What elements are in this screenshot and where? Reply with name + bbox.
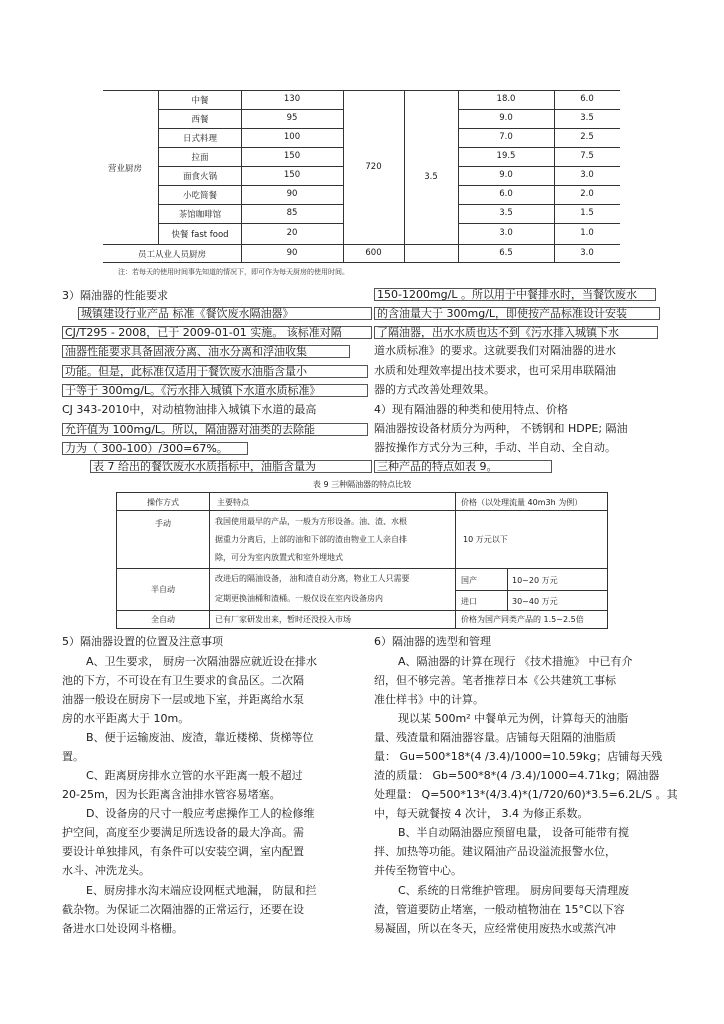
table9-manual-feature: 我国使用最早的产品，一般为方形设备。油、渣、水根 [215,517,407,526]
paragraph-line: CJ 343-2010中，对动植物油排入城镇下水道的最高 [62,403,317,416]
section-5-heading: 5）隔油器设置的位置及注意事项 [62,635,223,648]
table9-full-price: 价格为国产同类产品的 1.5~2.5倍 [461,615,584,624]
paragraph-line: 三种产品的特点如表 9。 [374,460,552,473]
paragraph-line: E、厨房排水沟末端应设网框式地漏， 防鼠和拦 [86,884,317,897]
table8-row-v4: 7.0 [499,132,513,142]
table8-row-v1: 100 [283,132,301,142]
paragraph-line: 允许值为 100mg/L。所以，隔油器对油类的去除能 [62,423,368,436]
table9-full-mode: 全自动 [151,615,175,624]
paragraph-line: 了隔油器，出水水质也达不到《污水排入城镇下水 [374,326,658,339]
table9-manual-price: 10 万元以下 [463,535,508,544]
table8-shared-v2: 720 [365,162,382,172]
paragraph-line: 处理量： Q=500*13*(4/3.4)*(1/720/60)*3.5=6.2L/S 。其 [374,788,678,801]
paragraph-line: 渣的质量： Gb=500*8*(4 /3.4)/1000=4.71kg；隔油器 [374,769,660,782]
paragraph-line: 力为（ 300-100）/300=67%。 [62,442,248,455]
table8-row-name: 茶馆咖啡馆 [178,210,222,220]
paragraph-line: 绍，但不够完善。笔者推荐日本《公共建筑工事标 [374,674,616,687]
paragraph-line: 表 7 给出的餐饮废水水质指标中，油脂含量为 [90,460,372,473]
table9-header-price: 价格（以处理流量 40m3h 为例） [461,498,583,507]
table8-row-v4: 3.5 [499,208,513,218]
table8-row-name: 拉面 [191,153,209,163]
table9-manual-feature: 除，可分为室内放置式和室外埋地式 [215,553,343,562]
table8-row-v4: 6.0 [499,189,513,199]
section-3-heading: 3）隔油器的性能要求 [62,289,168,302]
paragraph-line: A、卫生要求， 厨房一次隔油器应就近设在排水 [86,655,318,668]
table8-row-v4: 3.0 [499,228,513,238]
section-6-heading: 6）隔油器的选型和管理 [374,635,491,648]
table8-staff-name: 员工从业人员厨房 [137,250,206,260]
paragraph-line: B、半自动隔油器应预留电量， 设备可能带有搅 [398,826,630,839]
table8-row-v1: 20 [286,228,298,238]
paragraph-line: 并传至物管中心。 [374,864,462,877]
table8-row-name: 面食火锅 [182,172,217,182]
paragraph-line: C、系统的日常维护管理。 厨房间要每天清理废 [398,884,630,897]
table9-caption: 表 9 三种隔油器的特点比较 [312,480,412,489]
paragraph-line: 池的下方，不可设在有卫生要求的食品区。二次隔 [62,674,304,687]
table8-staff-v4: 6.5 [499,248,513,258]
paragraph-line: 量： Gu=500*18*(4 /3.4)/1000=10.59kg；店铺每天残 [374,750,663,763]
paragraph-line: 水斗、冲洗龙头。 [62,864,150,877]
paragraph-line: 量、残渣量和隔油器容量。店铺每天阻隔的油脂质 [374,731,616,744]
section-4-heading: 4）现有隔油器的种类和使用特点、价格 [374,403,568,416]
paragraph-line: 房的水平距离大于 10m。 [62,712,190,725]
paragraph-line: B、便于运输废油、废渣，靠近楼梯、货梯等位 [86,731,314,744]
table8-row-name: 中餐 [191,96,209,106]
paragraph-line: 易凝固，所以在冬天，应经常使用废热水或蒸汽冲 [374,922,616,935]
paragraph-line: 油器一般设在厨房下一层或地下室，并距离给水泵 [62,693,304,706]
table8-row-v1: 130 [283,94,301,104]
paragraph-line: 油器性能要求具备固液分离、油水分离和浮油收集 [62,345,350,358]
table8-row-v5: 7.5 [580,151,594,161]
paragraph-line: 要设计单独排风，有条件可以安装空调，室内配置 [62,845,304,858]
paragraph-line: 隔油器按设备材质分为两种， 不锈钢和 HDPE; 隔油 [374,422,628,435]
paragraph-line: D、设备房的尺寸一般应考虑操作工人的检修维 [86,807,315,820]
table8-row-v5: 2.0 [580,189,594,199]
table9-semi-feature: 改进后的隔油设备， 油和渣自动分离，物业工人只需要 [215,574,410,583]
table8-row-v5: 3.5 [580,113,594,123]
table8-row-v5: 1.0 [580,228,594,238]
table8-row-v5: 2.5 [580,132,594,142]
paragraph-line: 150-1200mg/L 。所以用于中餐排水时，当餐饮废水 [374,288,656,301]
table8-row-name: 小吃简餐 [182,191,217,201]
table8-row-v1: 150 [283,170,301,180]
paragraph-line: 城镇建设行业产品 标准《餐饮废水隔油器》 [78,307,372,320]
paragraph-line: 器的方式改善处理效果。 [374,383,495,396]
table9-semi-mode: 半自动 [151,585,175,594]
paragraph-line: 器按操作方式分为三种，手动、半自动、全自动。 [374,441,616,454]
paragraph-line: 水质和处理效率提出技术要求，也可采用串联隔油 [374,364,616,377]
table8-note: 注：若每天的使用时间事先知道的情况下，即可作为每天厨房的使用时间。 [118,268,349,276]
table8-row-v4: 19.5 [496,151,516,161]
table8-row-v1: 150 [283,151,301,161]
paragraph-line: C、距离厨房排水立管的水平距离一般不超过 [86,769,303,782]
table8-row-name: 快餐 fast food [171,230,229,240]
table8-row-name: 西餐 [191,115,209,125]
paragraph-line: CJ/T295 - 2008，已于 2009-01-01 实施。 该标准对隔 [62,326,372,339]
paragraph-line: 道水质标准》的要求。这就要我们对隔油器的进水 [374,344,616,357]
table9-manual-feature: 据重力分离后，上部的油和下部的渣由物业工人亲自排 [215,535,407,544]
table8-row-v4: 9.0 [499,113,513,123]
table8-row-v4: 18.0 [496,94,516,104]
table8-row-v5: 1.5 [580,208,594,218]
paragraph-line: A、隔油器的计算在现行 《技术措施》 中已有介 [398,655,633,668]
table9-manual-mode: 手动 [155,519,171,528]
paragraph-line: 准仕样书》中的计算。 [374,693,484,706]
table8-row-v4: 9.0 [499,170,513,180]
paragraph-line: 中，每天就餐按 4 次计， 3.4 为修正系数。 [374,807,589,820]
table8-staff-v1: 90 [286,248,298,258]
table8-staff-v5: 3.0 [580,248,594,258]
paragraph-line: 20-25m，因为长距离含油排水管容易堵塞。 [62,788,281,801]
table8-row-name: 日式料理 [182,134,217,144]
table8-row-v1: 95 [286,113,298,123]
paragraph-line: 于等于 300mg/L。《污水排入城镇下水道水质标准》 [62,384,368,397]
table8-staff-v2: 600 [365,248,382,258]
paragraph-line: 备进水口处设网斗格栅。 [62,922,183,935]
table9-semi-price: 10~20 万元 [512,576,558,585]
paragraph-line: 置。 [62,750,84,763]
paragraph-line: 渣，管道要防止堵塞，一般动植物油在 15°C以下容 [374,903,625,916]
table8-shared-v3: 3.5 [424,172,438,182]
paragraph-line: 护空间，高度至少要满足所选设备的最大净高。需 [62,826,304,839]
table8-row-v1: 85 [286,208,298,218]
paragraph-line: 拌、加热等功能。建议隔油产品设溢流报警水位， [374,845,616,858]
table9-header-mode: 操作方式 [147,498,179,507]
table9-semi-price-origin: 国产 [461,576,477,585]
paragraph-line: 的含油量大于 300mg/L，即使按产品标准设计安装 [374,307,660,320]
table9-semi-feature: 定期更换油桶和渣桶。一般仅设在室内设备房内 [215,594,383,603]
table8-row-v1: 90 [286,189,298,199]
table8-row-v5: 6.0 [580,94,594,104]
paragraph-line: 截杂物。为保证二次隔油器的正常运行，还要在设 [62,903,304,916]
table9-full-feature: 已有厂家研发出来，暂时还没投入市场 [215,615,351,624]
paragraph-line: 现以某 500m² 中餐单元为例，计算每天的油脂 [398,712,629,725]
table9-semi-price: 30~40 万元 [512,597,558,606]
table8-category: 营业厨房 [108,164,143,174]
table9-header-features: 主要特点 [217,498,249,507]
paragraph-line: 功能。但是，此标准仅适用于餐饮废水油脂含量小 [62,365,368,378]
table8-row-v5: 3.0 [580,170,594,180]
table9-semi-price-origin: 进口 [461,597,477,606]
